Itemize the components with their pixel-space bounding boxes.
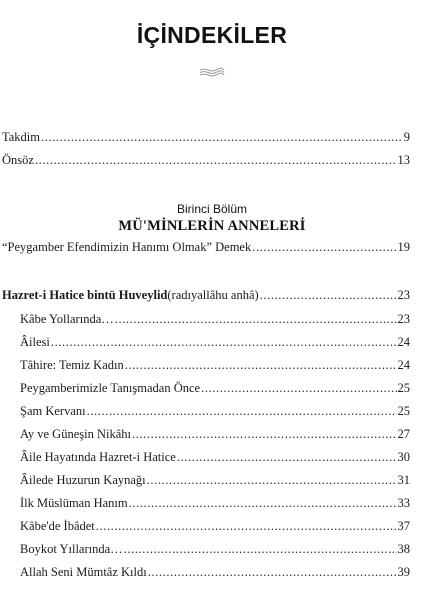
leader-dots — [201, 380, 396, 396]
toc-entry-onsoz[interactable] — [2, 152, 410, 168]
leader-dots — [148, 564, 397, 580]
toc-entry[interactable] — [20, 495, 410, 511]
toc-entry-page: 31 — [397, 473, 410, 487]
toc-entry-label: Kâbe'de İbâdet — [20, 519, 95, 533]
chapter-label-rest: (radıyallâhu anhâ) — [167, 288, 259, 302]
toc-entry-label: Tâhire: Temiz Kadın — [20, 358, 124, 372]
section-title: MÜ'MİNLERİN ANNELERİ — [118, 218, 306, 234]
toc-entry[interactable] — [20, 311, 410, 327]
leader-dots — [124, 541, 397, 557]
leader-dots — [96, 518, 397, 534]
leader-dots — [147, 472, 397, 488]
toc-entry-label: Âilede Huzurun Kaynağı — [20, 473, 146, 487]
leader-dots — [115, 311, 397, 327]
toc-entry-page: 24 — [397, 335, 410, 349]
toc-entry-label: Âilesi — [20, 335, 50, 349]
toc-entry-label: “Peygamber Efendimizin Hanımı Olmak” Demek — [2, 240, 252, 254]
leader-dots — [35, 152, 397, 168]
toc-entry-page: 13 — [397, 153, 410, 167]
leader-dots — [129, 495, 397, 511]
leader-dots — [87, 403, 397, 419]
toc-entry-page: 25 — [397, 404, 410, 418]
leader-dots — [51, 334, 397, 350]
toc-entry-label: Peygamberimizle Tanışmadan Önce — [20, 381, 201, 395]
toc-entry-page: 27 — [397, 427, 410, 441]
toc-entry-label: Şam Kervanı — [20, 404, 86, 418]
leader-dots — [41, 129, 403, 145]
toc-entry-label: Boykot Yıllarında… — [20, 542, 123, 556]
toc-entry-page: 9 — [403, 130, 410, 144]
leader-dots — [260, 287, 397, 303]
toc-entry-page: 24 — [397, 358, 410, 372]
ornament-divider-icon — [198, 66, 226, 78]
leader-dots — [125, 357, 397, 373]
toc-entry-page: 37 — [397, 519, 410, 533]
toc-entry-page: 30 — [397, 450, 410, 464]
toc-entry-takdim[interactable] — [2, 129, 410, 145]
toc-entry-label: Önsöz — [2, 153, 34, 167]
toc-entry-page: 33 — [397, 496, 410, 510]
chapter-label-bold: Hazret-i Hatice bintü Huveylid — [2, 288, 168, 302]
toc-entry-page: 25 — [397, 381, 410, 395]
section-subtitle: Birinci Bölüm — [176, 202, 248, 216]
leader-dots — [177, 449, 397, 465]
toc-entry[interactable] — [20, 334, 410, 350]
toc-entry[interactable] — [20, 472, 410, 488]
toc-chapter-hatice[interactable] — [2, 287, 410, 303]
toc-entry[interactable] — [20, 541, 410, 557]
toc-entry-page: 38 — [397, 542, 410, 556]
toc-entry-label: Ay ve Güneşin Nikâhı — [20, 427, 131, 441]
toc-entry[interactable] — [20, 449, 410, 465]
toc-entry-page: 23 — [397, 288, 410, 302]
toc-entry[interactable] — [20, 564, 410, 580]
toc-entry-page: 39 — [397, 565, 410, 579]
toc-entry[interactable] — [20, 426, 410, 442]
toc-entry-label: Takdim — [2, 130, 41, 144]
toc-entry[interactable] — [20, 403, 410, 419]
toc-entry-label: Kâbe Yollarında… — [20, 312, 114, 326]
toc-entry[interactable] — [20, 380, 410, 396]
toc-entry-label: Allah Seni Mümtâz Kıldı — [20, 565, 147, 579]
toc-entry-page: 19 — [397, 240, 410, 254]
toc-entry-label: Âile Hayatında Hazret-i Hatice — [20, 450, 176, 464]
toc-entry-label: İlk Müslüman Hanım — [20, 496, 128, 510]
toc-entry[interactable] — [20, 357, 410, 373]
toc-entry[interactable] — [20, 518, 410, 534]
leader-dots — [132, 426, 397, 442]
toc-entry-page: 23 — [397, 312, 410, 326]
toc-entry-intro[interactable] — [2, 239, 410, 255]
page-title: İÇİNDEKİLER — [136, 22, 288, 48]
leader-dots — [252, 239, 396, 255]
